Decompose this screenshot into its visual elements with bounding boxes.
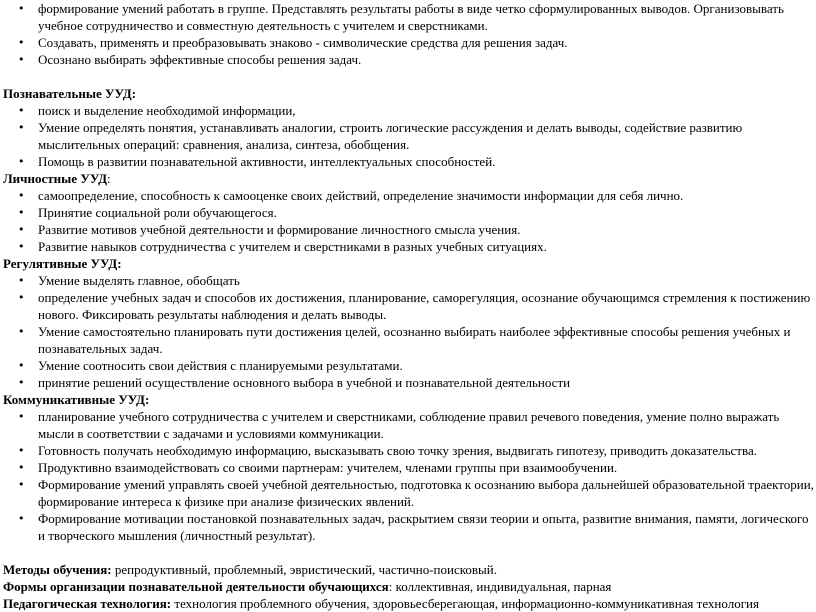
- list-item: • Развитие мотивов учебной деятельности и формирование личностного смысла учения.: [3, 221, 815, 238]
- section-cognitive: [3, 85, 815, 170]
- section-heading: Коммуникативные УУД:: [3, 392, 150, 407]
- list-item: • Принятие социальной роли обучающегося.: [3, 204, 815, 221]
- document-page: [3, 0, 815, 612]
- section-list: [3, 102, 815, 170]
- section-personal: [3, 170, 815, 255]
- technology-label: Педагогическая технология:: [3, 596, 172, 611]
- list-item: • формирование умений работать в группе. Представлять результаты работы в виде четко сформулированных выводов. Организовывать учебное сотрудничество и совместную деятельность с учителем и сверстниками.: [3, 0, 815, 34]
- blank-line: [3, 68, 815, 85]
- list-item: • Формирование мотивации постановкой познавательных задач, раскрытием связи теории и опыта, развитие внимания, памяти, логического и творческого мышления (личностный результат).: [3, 510, 815, 544]
- methods-value: репродуктивный, проблемный, эвристический, частично-поисковый.: [111, 562, 497, 577]
- list-item: • Умение выделять главное, обобщать: [3, 272, 815, 289]
- section-heading: Регулятивные УУД:: [3, 256, 122, 271]
- blank-line: [3, 544, 815, 561]
- forms-value: : коллективная, индивидуальная, парная: [388, 579, 612, 594]
- list-item: • определение учебных задач и способов их достижения, планирование, саморегуляция, осознание обучающимся стремления к постижению нового. Фиксировать результаты наблюдения и делать выводы.: [3, 289, 815, 323]
- list-item: • Формирование умений управлять своей учебной деятельностью, подготовка к осознанию выбора дальнейшей образовательной траектории, формирование интереса к физике при анализе физических явлений.: [3, 476, 815, 510]
- list-item: • Осознано выбирать эффективные способы решения задач.: [3, 51, 815, 68]
- list-item: • Готовность получать необходимую информацию, высказывать свою точку зрения, выдвигать гипотезу, приводить доказательства.: [3, 442, 815, 459]
- list-item: • планирование учебного сотрудничества с учителем и сверстниками, соблюдение правил речевого поведения, умение полно выражать мысли в соответствии с задачами и условиями коммуникации.: [3, 408, 815, 442]
- list-item: • Умение соотносить свои действия с планируемыми результатами.: [3, 357, 815, 374]
- section-list: [3, 408, 815, 544]
- section-regulatory: [3, 255, 815, 391]
- list-item: • Умение самостоятельно планировать пути достижения целей, осознанно выбирать наиболее эффективные способы решения учебных и познавательных задач.: [3, 323, 815, 357]
- section-heading: Познавательные УУД:: [3, 86, 137, 101]
- list-item: • Продуктивно взаимодействовать со своими партнерам: учителем, членами группы при взаимообучении.: [3, 459, 815, 476]
- list-item: • Помощь в развитии познавательной активности, интеллектуальных способностей.: [3, 153, 815, 170]
- list-item: • поиск и выделение необходимой информации,: [3, 102, 815, 119]
- methods-label: Методы обучения:: [3, 562, 112, 577]
- list-item: • Создавать, применять и преобразовывать знаково - символические средства для решения задач.: [3, 34, 815, 51]
- heading-suffix: :: [107, 171, 111, 186]
- section-list: [3, 272, 815, 391]
- section-heading-row: [3, 170, 815, 187]
- list-item: • Развитие навыков сотрудничества с учителем и сверстниками в разных учебных ситуациях.: [3, 238, 815, 255]
- list-item: • принятие решений осуществление основного выбора в учебной и познавательной деятельности: [3, 374, 815, 391]
- section-heading: Личностные УУД: [3, 171, 108, 186]
- technology-line: [3, 595, 815, 612]
- intro-list: [3, 0, 815, 68]
- list-item: • Умение определять понятия, устанавливать аналогии, строить логические рассуждения и делать выводы, содействие развитию мыслительных операций: сравнения, анализа, синтеза, обобщения.: [3, 119, 815, 153]
- list-item: • самоопределение, способность к самооценке своих действий, определение значимости информации для себя лично.: [3, 187, 815, 204]
- section-communicative: [3, 391, 815, 544]
- forms-label: Формы организации познавательной деятельности обучающихся: [3, 579, 389, 594]
- section-list: [3, 187, 815, 255]
- technology-value: технология проблемного обучения, здоровьесберегающая, информационно-коммуникативная технология: [171, 596, 759, 611]
- methods-line: [3, 561, 815, 578]
- forms-line: [3, 578, 815, 595]
